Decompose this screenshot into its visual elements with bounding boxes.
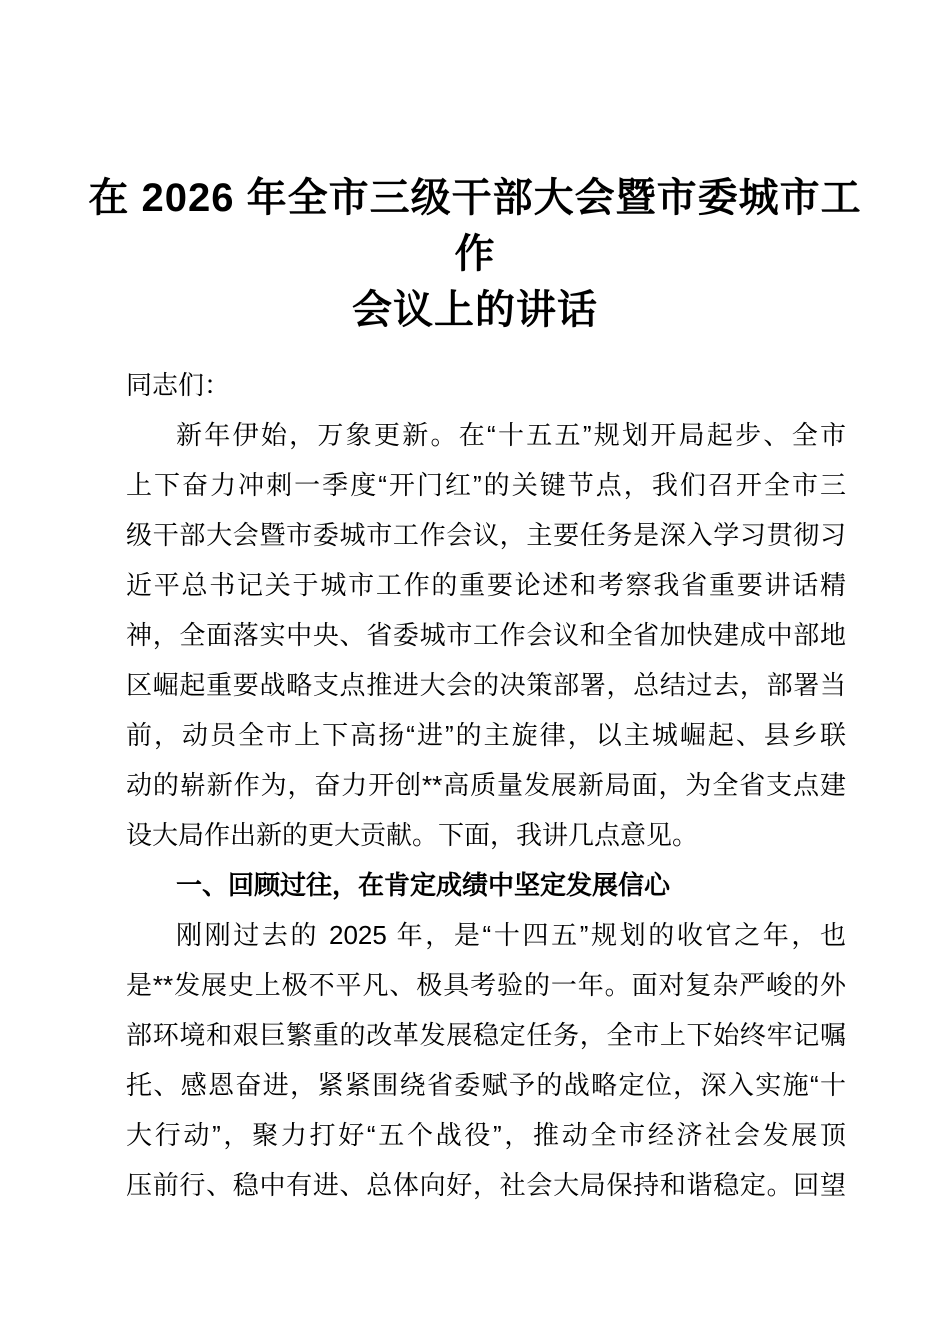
paragraph-2-line: 是**发展史上极不平凡、极具考验的一年。面对复杂严峻的外 [126, 970, 846, 1000]
section-heading-1: 一、回顾过往，在肯定成绩中坚定发展信心 [176, 870, 671, 900]
paragraph-1-line: 级干部大会暨市委城市工作会议，主要任务是深入学习贯彻习 [126, 520, 846, 550]
paragraph-2-line: 压前行、稳中有进、总体向好，社会大局保持和谐稳定。回望 [126, 1170, 846, 1200]
paragraph-1-line: 前，动员全市上下高扬“进”的主旋律，以主城崛起、县乡联 [126, 720, 846, 750]
paragraph-1-line: 近平总书记关于城市工作的重要论述和考察我省重要讲话精 [126, 570, 846, 600]
title-line-2: 会议上的讲话 [352, 288, 598, 332]
salutation: 同志们： [126, 370, 231, 400]
paragraph-2-line: 大行动”，聚力打好“五个战役”，推动全市经济社会发展顶 [126, 1120, 846, 1150]
document-title [85, 0, 865, 338]
document-body [126, 360, 846, 1210]
paragraph-1-line: 区崛起重要战略支点推进大会的决策部署，总结过去，部署当 [126, 670, 846, 700]
paragraph-1-line: 上下奋力冲刺一季度“开门红”的关键节点，我们召开全市三 [126, 470, 846, 500]
paragraph-2-line: 刚刚过去的 2025 年，是“十四五”规划的收官之年，也 [176, 920, 846, 950]
paragraph-2-line: 部环境和艰巨繁重的改革发展稳定任务，全市上下始终牢记嘱 [126, 1020, 846, 1050]
paragraph-1-line: 动的崭新作为，奋力开创**高质量发展新局面，为全省支点建 [126, 770, 846, 800]
title-line-1: 在 2026 年全市三级干部大会暨市委城市工作 [88, 176, 862, 276]
paragraph-2-line: 托、感恩奋进，紧紧围绕省委赋予的战略定位，深入实施“十 [126, 1070, 846, 1100]
paragraph-1-line: 新年伊始，万象更新。在“十五五”规划开局起步、全市 [176, 420, 846, 450]
paragraph-1-line: 设大局作出新的更大贡献。下面，我讲几点意见。 [126, 820, 699, 850]
paragraph-1-line: 神，全面落实中央、省委城市工作会议和全省加快建成中部地 [126, 620, 846, 650]
